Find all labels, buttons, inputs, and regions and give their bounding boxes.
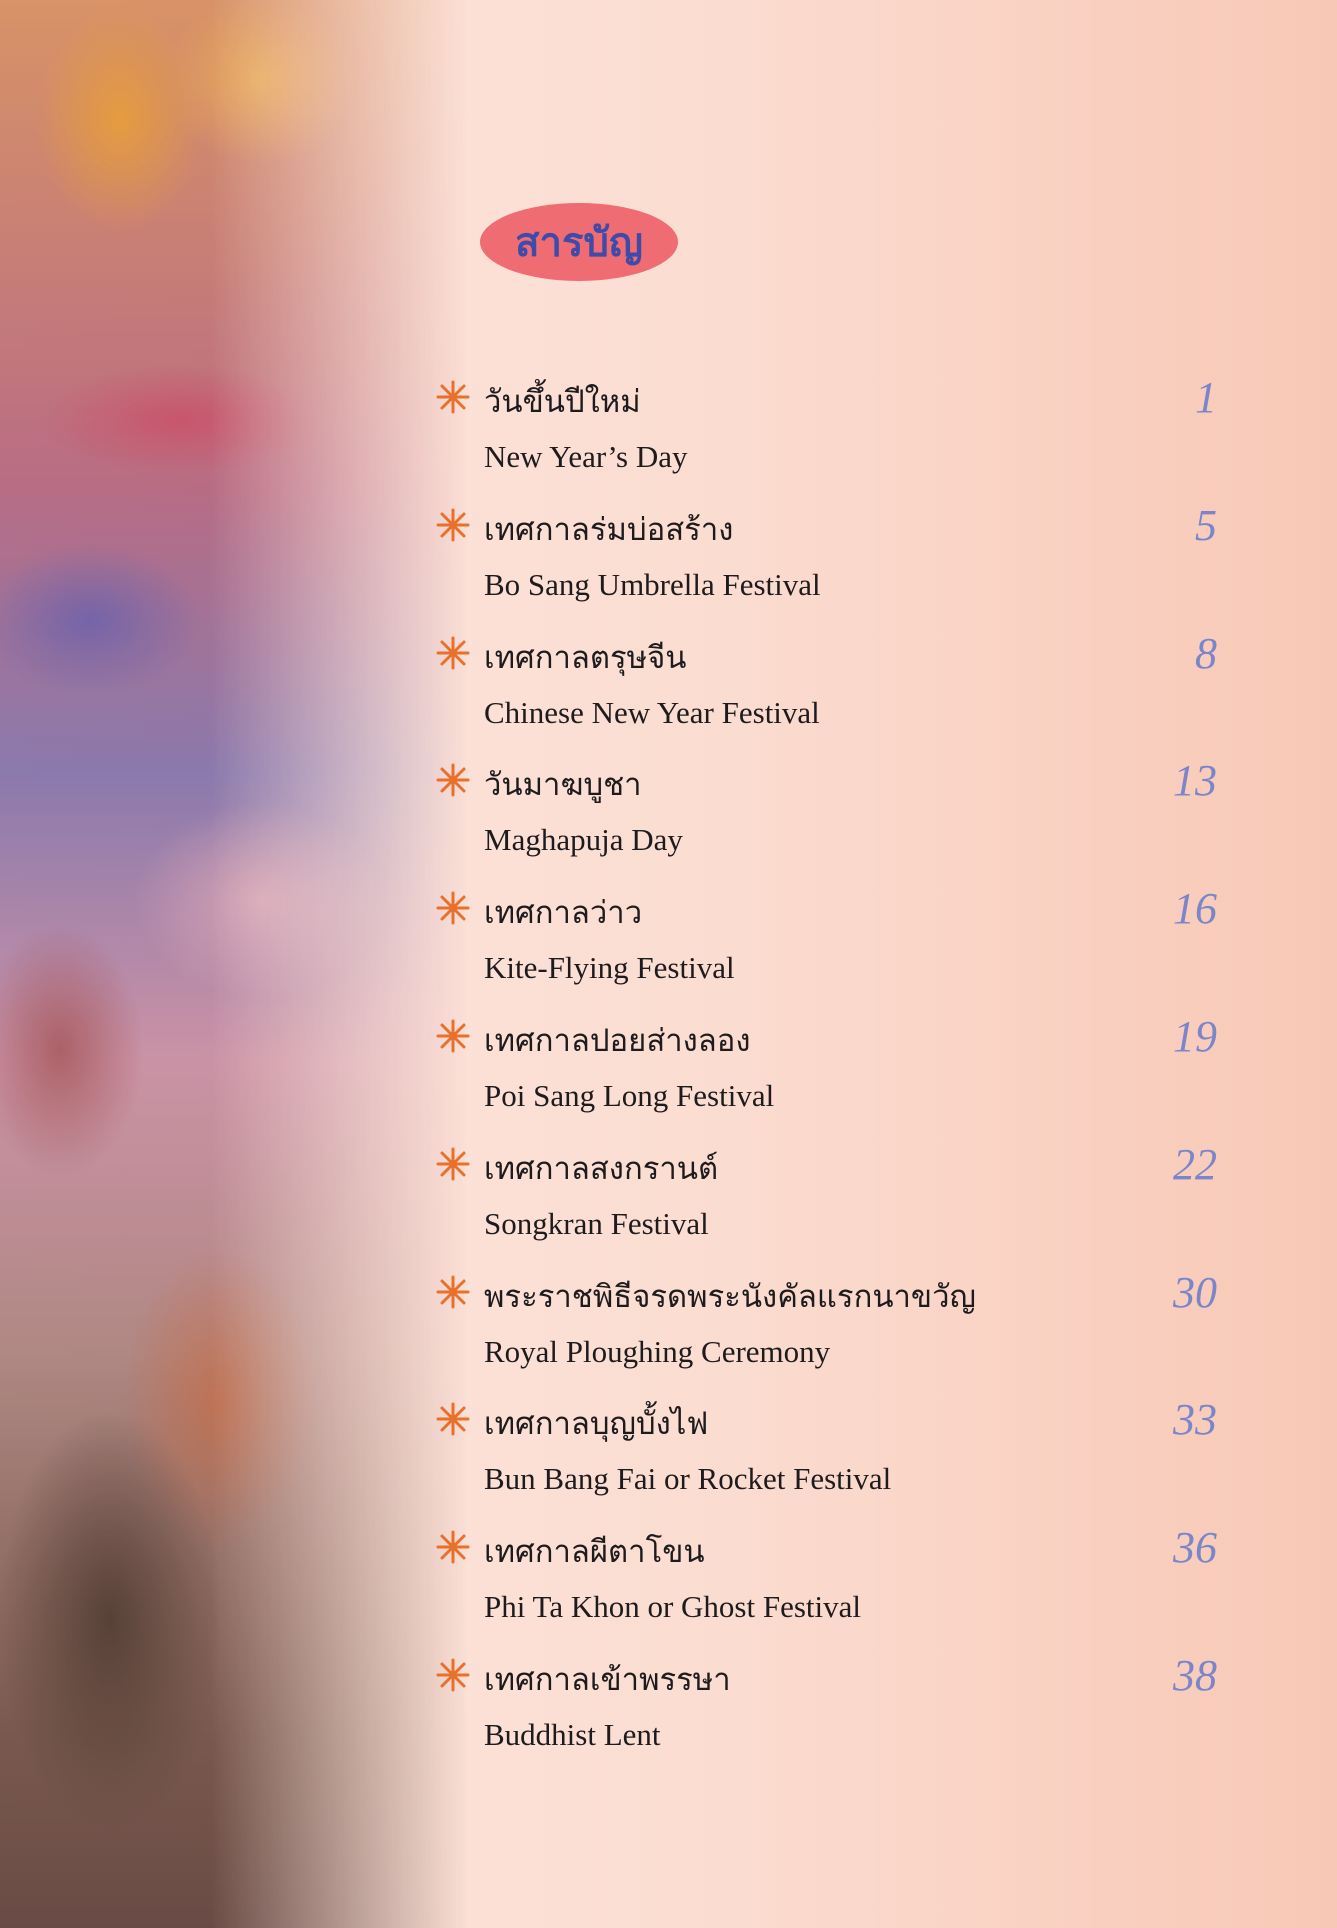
star-bullet-icon bbox=[436, 1275, 470, 1309]
toc-entry-page-number: 1 bbox=[1195, 373, 1217, 422]
toc-entry-english-title: New Year’s Day bbox=[484, 439, 688, 474]
toc-entry-thai-title: วันขึ้นปีใหม่ bbox=[484, 384, 641, 420]
toc-entry-english-title: Maghapuja Day bbox=[484, 822, 683, 858]
toc-entry-page-number: 33 bbox=[1173, 1395, 1217, 1445]
toc-entry-thai-title: เทศกาลเข้าพรรษา bbox=[484, 1662, 731, 1698]
toc-entry-english-title: Royal Ploughing Ceremony bbox=[484, 1333, 831, 1369]
toc-entry-english-title: Buddhist Lent bbox=[484, 1717, 661, 1752]
toc-entry-7[interactable] bbox=[0, 1139, 1337, 1267]
toc-entry-4[interactable] bbox=[0, 755, 1337, 883]
star-bullet-icon bbox=[436, 1402, 470, 1436]
toc-entry-thai-title: เทศกาลบุญบั้งไฟ bbox=[484, 1406, 709, 1443]
star-bullet-icon bbox=[436, 508, 470, 542]
toc-entry-page-number: 22 bbox=[1173, 1139, 1217, 1189]
toc-entry-9[interactable] bbox=[0, 1394, 1337, 1522]
star-bullet-icon bbox=[436, 636, 470, 670]
contents-title-badge bbox=[480, 203, 678, 281]
toc-entry-1[interactable] bbox=[0, 372, 1337, 500]
star-bullet-icon bbox=[436, 1658, 470, 1692]
toc-entry-6[interactable] bbox=[0, 1011, 1337, 1139]
toc-entry-english-title: Poi Sang Long Festival bbox=[484, 1078, 775, 1113]
toc-entry-thai-title: วันมาฆบูชา bbox=[484, 767, 642, 804]
star-bullet-icon bbox=[436, 380, 470, 414]
toc-entry-page-number: 5 bbox=[1195, 500, 1217, 550]
toc-entry-thai-title: เทศกาลปอยส่างลอง bbox=[484, 1023, 751, 1059]
toc-entry-10[interactable] bbox=[0, 1522, 1337, 1650]
toc-entry-english-title: Songkran Festival bbox=[484, 1205, 709, 1241]
toc-entry-page-number: 16 bbox=[1173, 884, 1217, 934]
toc-entry-english-title: Chinese New Year Festival bbox=[484, 694, 820, 730]
toc-entry-page-number: 38 bbox=[1173, 1651, 1217, 1700]
toc-entry-8[interactable] bbox=[0, 1267, 1337, 1395]
toc-entry-thai-title: พระราชพิธีจรดพระนังคัลแรกนาขวัญ bbox=[484, 1278, 976, 1315]
toc-entry-3[interactable] bbox=[0, 628, 1337, 756]
toc-entry-english-title: Bun Bang Fai or Rocket Festival bbox=[484, 1461, 892, 1497]
toc-entry-thai-title: เทศกาลสงกรานต์ bbox=[484, 1150, 719, 1187]
star-bullet-icon bbox=[436, 891, 470, 925]
toc-entry-page-number: 30 bbox=[1173, 1267, 1217, 1317]
toc-entry-english-title: Bo Sang Umbrella Festival bbox=[484, 566, 821, 602]
toc-entry-page-number: 8 bbox=[1195, 628, 1217, 678]
toc-entry-5[interactable] bbox=[0, 883, 1337, 1011]
toc-entry-thai-title: เทศกาลว่าว bbox=[484, 895, 643, 932]
toc-entry-11[interactable] bbox=[0, 1650, 1337, 1778]
star-bullet-icon bbox=[436, 1530, 470, 1564]
toc-entry-page-number: 36 bbox=[1173, 1523, 1217, 1573]
contents-title: สารบัญ bbox=[515, 220, 643, 266]
toc-entry-thai-title: เทศกาลตรุษจีน bbox=[484, 639, 687, 676]
star-bullet-icon bbox=[436, 763, 470, 797]
toc-entry-thai-title: เทศกาลร่มบ่อสร้าง bbox=[484, 511, 734, 548]
star-bullet-icon bbox=[436, 1019, 470, 1053]
toc-entry-page-number: 19 bbox=[1173, 1012, 1217, 1061]
toc-entry-2[interactable] bbox=[0, 500, 1337, 628]
star-bullet-icon bbox=[436, 1147, 470, 1181]
toc-entry-page-number: 13 bbox=[1173, 756, 1217, 806]
toc-entry-thai-title: เทศกาลผีตาโขน bbox=[484, 1534, 705, 1571]
toc-entry-english-title: Kite-Flying Festival bbox=[484, 950, 735, 986]
toc-entry-english-title: Phi Ta Khon or Ghost Festival bbox=[484, 1589, 862, 1625]
